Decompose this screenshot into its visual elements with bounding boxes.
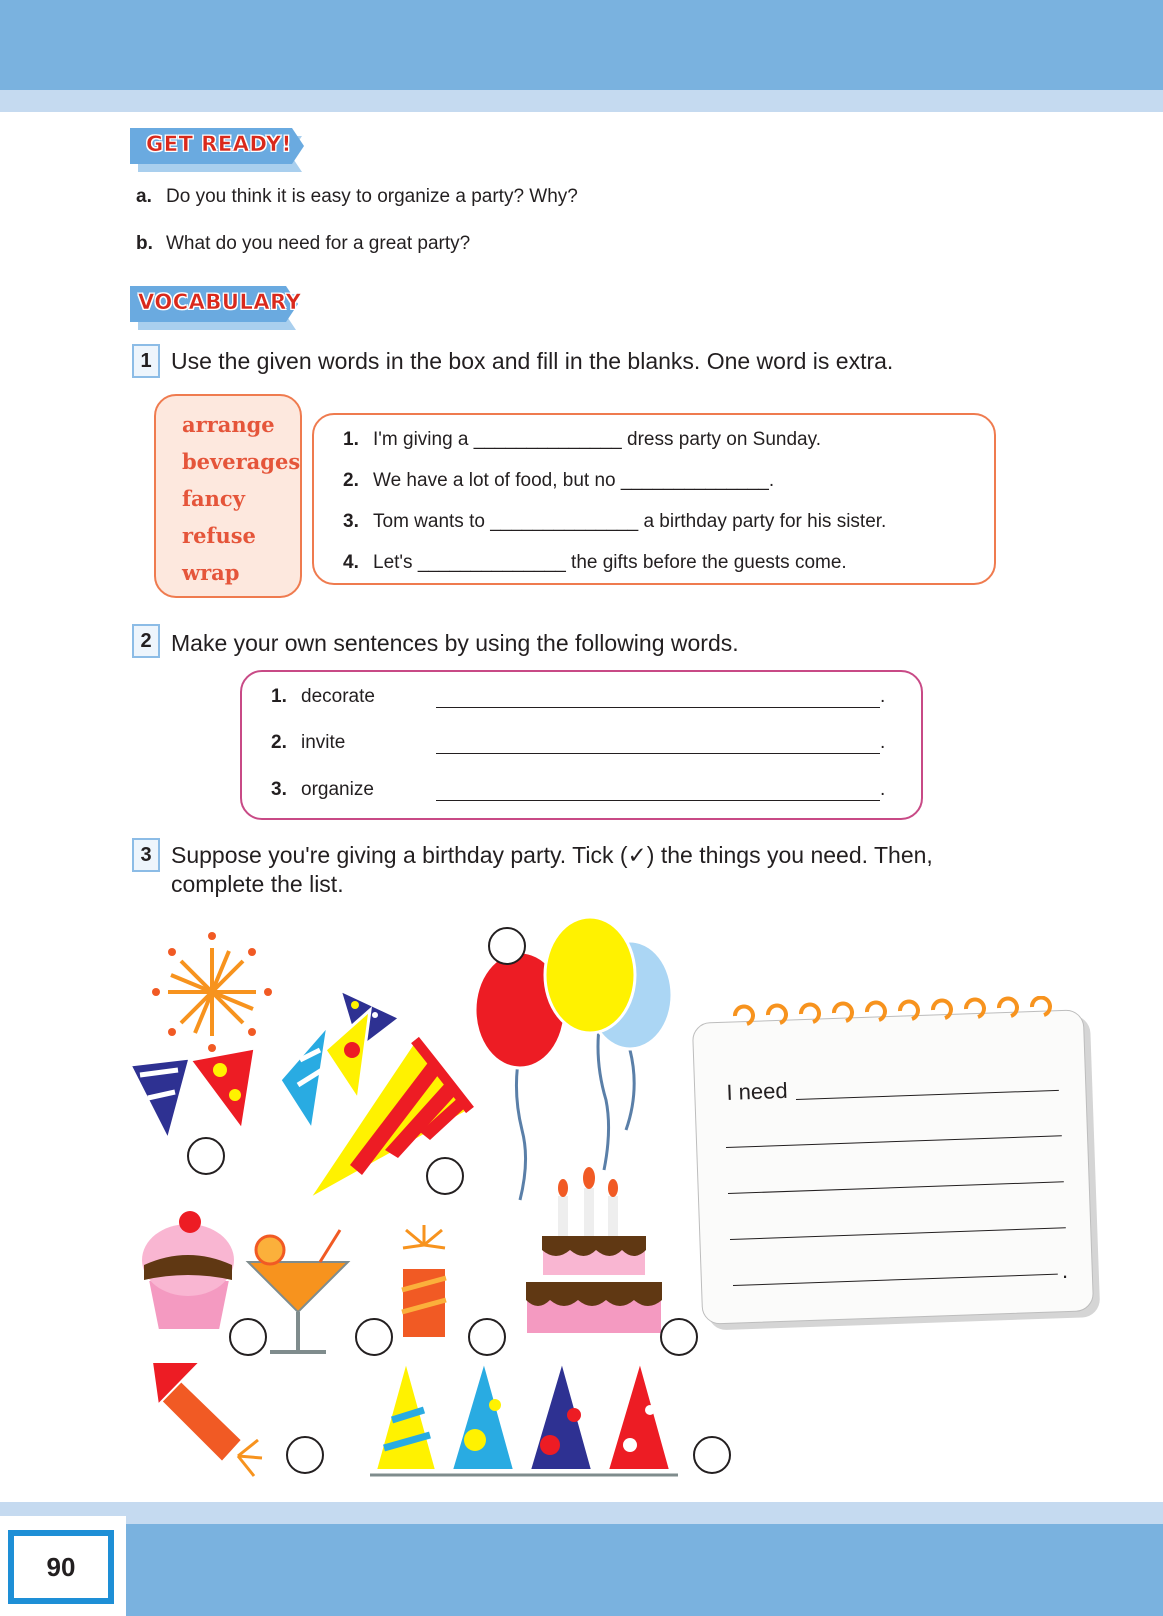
footer-bar	[0, 1524, 1163, 1616]
tick-circle-bunting[interactable]	[187, 1137, 225, 1175]
cupcake-icon	[142, 1211, 234, 1330]
blank-line[interactable]: ______________	[417, 552, 566, 573]
blank-line[interactable]: ______________	[473, 429, 622, 450]
sentence-end: the gifts before the guests come.	[571, 552, 847, 573]
header-stripe	[0, 90, 1163, 112]
firework-icon	[152, 932, 272, 1052]
question-letter: b.	[136, 233, 153, 254]
answer-line[interactable]	[436, 733, 880, 754]
answer-line[interactable]	[436, 687, 880, 708]
tick-circle-party-hats[interactable]	[693, 1436, 731, 1474]
exercise-1-instruction: Use the given words in the box and fill in the blanks. One word is extra.	[171, 348, 894, 374]
tick-circle-cupcake[interactable]	[229, 1318, 267, 1356]
tick-circle-cocktail[interactable]	[355, 1318, 393, 1356]
firecracker-icon	[402, 1225, 446, 1338]
period: .	[880, 686, 886, 707]
sentence-row-3	[271, 779, 885, 801]
exercise-3-instruction-line2: complete the list.	[171, 871, 344, 897]
item-word: invite	[301, 732, 346, 753]
sentence-number: 3.	[343, 511, 359, 532]
bunting-icon	[130, 990, 400, 1140]
party-hats-icon	[370, 1362, 678, 1475]
vocabulary-banner	[130, 286, 300, 324]
sentence-number: 4.	[343, 552, 359, 573]
word-item: fancy	[182, 486, 245, 511]
sentence-end: .	[768, 470, 775, 491]
blank-line[interactable]: ______________	[490, 511, 639, 532]
sentence-start: I'm giving a	[373, 429, 469, 450]
item-number: 3.	[271, 779, 287, 800]
question-text: Do you think it is easy to organize a party? Why?	[166, 186, 578, 207]
notepad-rings-icon	[725, 996, 1065, 1036]
get-ready-title: GET READY!	[146, 132, 292, 156]
fill-sentence-1	[343, 429, 821, 451]
notepad-card	[692, 1009, 1094, 1324]
sentence-start: Let's	[373, 552, 413, 573]
sentence-row-1	[271, 686, 885, 708]
sentence-start: We have a lot of food, but no	[373, 470, 616, 491]
word-item: wrap	[182, 560, 240, 585]
fill-sentence-3	[343, 511, 886, 533]
exercise-2-number: 2	[132, 624, 160, 658]
exercise-3-instruction-line1: Suppose you're giving a birthday party. Tick (✓) the things you need. Then,	[171, 842, 933, 868]
note-label: I need	[726, 1077, 789, 1105]
question-letter: a.	[136, 186, 152, 207]
tick-circle-firecracker[interactable]	[468, 1318, 506, 1356]
footer-stripe	[0, 1502, 1163, 1524]
tick-circle-party-horn[interactable]	[426, 1157, 464, 1195]
item-number: 2.	[271, 732, 287, 753]
sentence-row-2	[271, 732, 885, 754]
word-item: refuse	[182, 523, 256, 548]
sentence-number: 1.	[343, 429, 359, 450]
note-end-period: .	[1062, 1258, 1069, 1283]
item-number: 1.	[271, 686, 287, 707]
item-word: decorate	[301, 686, 375, 707]
sentence-end: a birthday party for his sister.	[643, 511, 887, 532]
vocabulary-title: VOCABULARY	[138, 290, 302, 314]
fill-sentence-4	[343, 552, 847, 574]
answer-line[interactable]	[436, 780, 880, 801]
period: .	[880, 732, 886, 753]
question-text: What do you need for a great party?	[166, 233, 471, 254]
blank-line[interactable]: ______________	[620, 470, 769, 491]
item-word: organize	[301, 779, 374, 800]
word-box	[154, 394, 302, 598]
tick-circle-rocket[interactable]	[286, 1436, 324, 1474]
get-ready-banner	[130, 128, 306, 166]
word-item: beverages	[182, 449, 301, 474]
period: .	[880, 779, 886, 800]
sentence-start: Tom wants to	[373, 511, 485, 532]
sentence-end: dress party on Sunday.	[627, 429, 821, 450]
exercise-1-number: 1	[132, 344, 160, 378]
birthday-cake-icon	[526, 1167, 662, 1334]
party-horn-icon	[130, 900, 470, 1200]
sentence-number: 2.	[343, 470, 359, 491]
question-b	[136, 233, 470, 255]
notepad	[697, 1016, 1087, 1316]
rocket-icon	[152, 1362, 262, 1476]
page-number: 90	[8, 1530, 114, 1604]
tick-circle-cake[interactable]	[660, 1318, 698, 1356]
header-bar	[0, 0, 1163, 90]
word-item: arrange	[182, 412, 275, 437]
tick-circle-balloons[interactable]	[488, 927, 526, 965]
fill-sentence-2	[343, 470, 774, 492]
party-illustrations	[130, 900, 730, 1500]
exercise-3-number: 3	[132, 838, 160, 872]
question-a	[136, 186, 578, 208]
exercise-2-instruction: Make your own sentences by using the following words.	[171, 630, 739, 656]
